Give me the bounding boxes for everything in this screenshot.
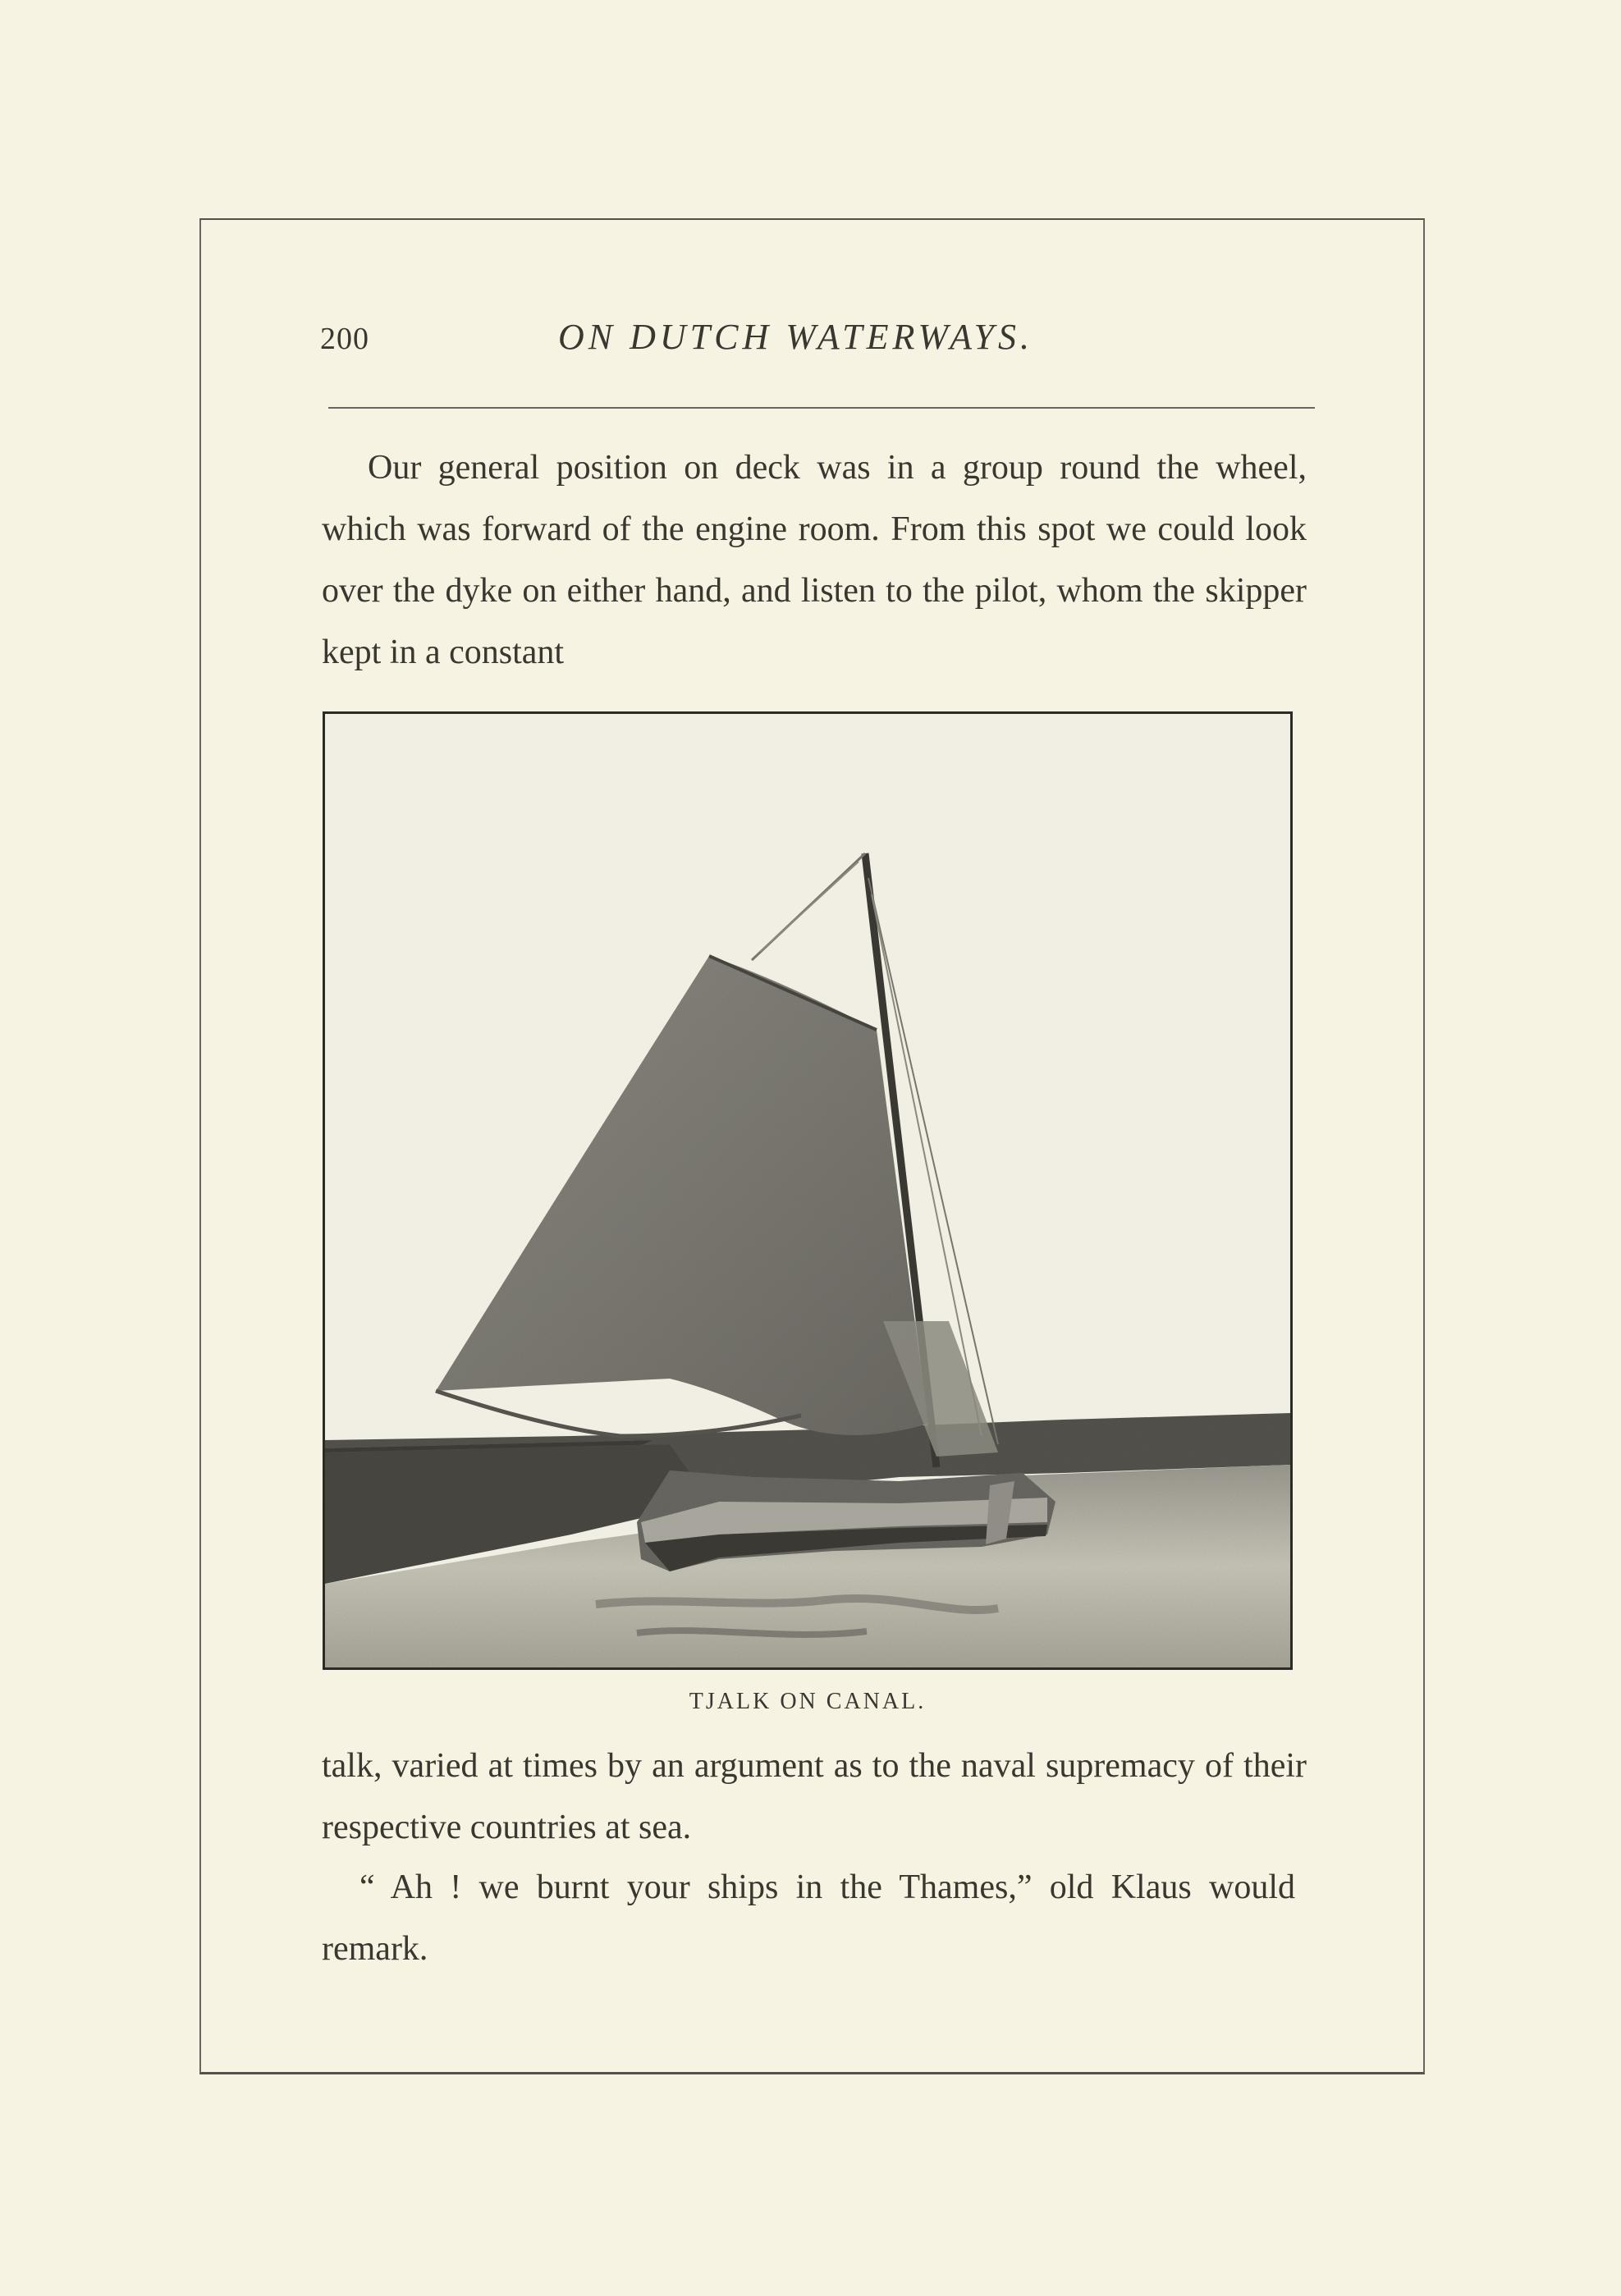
page-number: 200 xyxy=(320,322,369,356)
figure-caption: TJALK ON CANAL. xyxy=(689,1689,927,1714)
running-head xyxy=(320,316,1313,365)
running-title: ON DUTCH WATERWAYS. xyxy=(558,317,1034,357)
paragraph-after-figure: talk, varied at times by an argument as to the naval supremacy of their respective countries at sea. xyxy=(322,1747,1307,1846)
header-rule xyxy=(328,407,1315,409)
paragraph-before-figure: Our general position on deck was in a group round the wheel, which was forward of the engine room. From this spot we could look over the dyke on either hand, and listen to the pilot, whom the skipper kept in a constant xyxy=(322,449,1307,671)
barge-photo xyxy=(325,714,1290,1667)
illustration-sailing-barge xyxy=(323,711,1293,1670)
paragraph-quote: “ Ah ! we burnt your ships in the Thames,” old Klaus would remark. xyxy=(322,1868,1295,1968)
